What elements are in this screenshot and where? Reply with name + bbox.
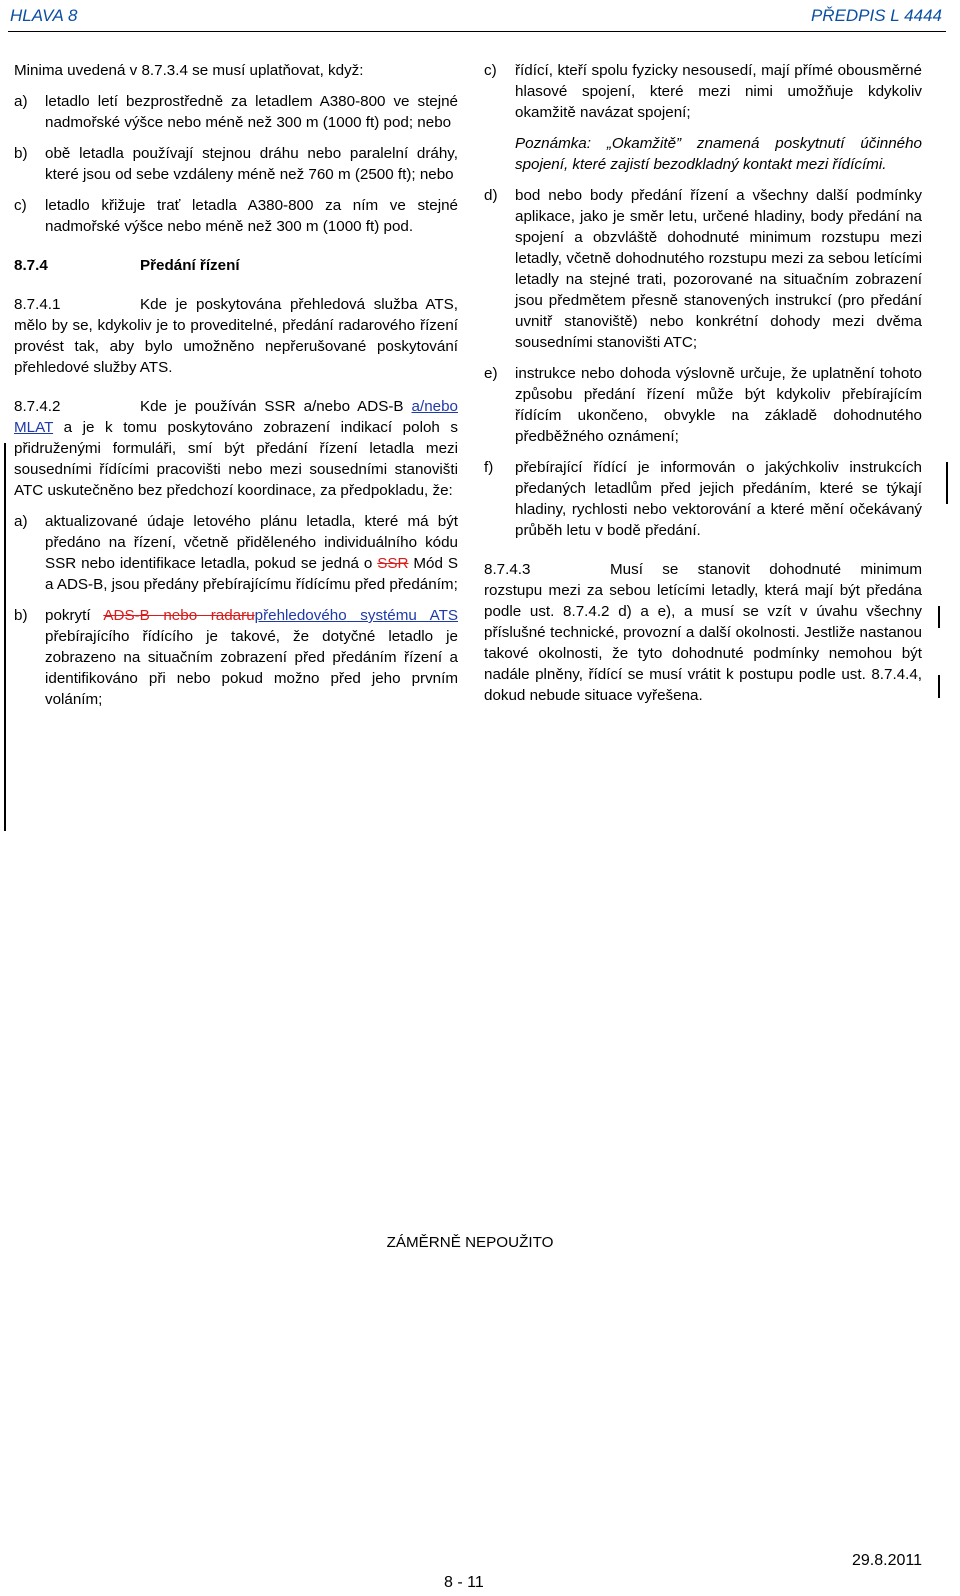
paragraph-8-7-4-2 (14, 396, 458, 501)
section-heading (14, 255, 458, 276)
paragraph-8-7-4-1 (14, 294, 458, 378)
note: Poznámka: „Okamžitě” znamená poskytnutí účinného spojení, které zajistí bezodkladný kontakt mezi řídícími. (515, 135, 922, 173)
condition-b-label: b) (14, 145, 28, 162)
condition-a (14, 91, 458, 133)
revision-bar-right-2 (938, 606, 940, 628)
paragraph-text: Kde je poskytována přehledová služba ATS, mělo by se, kdykoliv je to proveditelné, předání radarového řízení provést tak, aby bylo umožněno nepřerušované poskytování přehledové služby ATS. (14, 296, 458, 376)
item-d (484, 185, 922, 353)
paragraph-text: Musí se stanovit dohodnuté minimum rozstupu mezi za sebou letícími letadly, která mají být předána podle ust. 8.7.4.2 d) a e), a musí se vzít v úvahu všechny příslušné technické, provozní a další okolnosti. Jestliže nastanou takové okolnosti, že tyto dohodnuté podmínky nemohou být nadále plněny, řídící se musí vrátit k postupu podle ust. 8.7.4.4, dokud nebude situace vyřešena. (484, 561, 922, 704)
revision-bar-left (4, 443, 6, 831)
item-b-text-end: přebírajícího řídícího je takové, že dotyčné letadlo je zobrazeno na situačním zobrazení před předáním řízení a identifikováno při nebo pokud možno před jeho prvním voláním; (45, 628, 458, 708)
paragraph-number: 8.7.4.3 (484, 561, 531, 578)
inserted-text: přehledového systému ATS (254, 607, 458, 624)
item-c-text: řídící, kteří spolu fyzicky nesousedí, mají přímé obousměrné hlasové spojení, které mezi nimi umožňuje kdykoliv okamžitě navázat spojení; (515, 62, 922, 121)
inserted-text: a/nebo MLAT (14, 398, 458, 436)
item-e-text: instrukce nebo dohoda výslovně určuje, že uplatnění tohoto způsobu předání řízení může být kdykoliv přebírajícím řídícím ukončeno, obvykle na základě dohodnutého předběžného oznámení; (515, 365, 922, 445)
item-e-label: e) (484, 365, 498, 382)
item-d-text: bod nebo body předání řízení a všechny další podmínky aplikace, jako je směr letu, určené hladiny, body předání na spojení a obzvláště dohodnuté minimum rozstupu mezi letadly, včetně dohodnutého rozstupu mezi za sebou letícími letadly na stejné trati, pozorované na situačním zobrazení jsou předmětem přesně stanovených instrukcí (pro předání uvnitř stanoviště) nebo konkrétní dohody mezi dvěma sousedními stanovišti ATC; (515, 187, 922, 351)
paragraph-text: Kde je používán SSR a/nebo ADS-B (140, 398, 404, 415)
item-a-text: aktualizované údaje letového plánu letadla, které má být předáno na řízení, včetně přiděleného individuálního kódu SSR nebo identifikace letadla, pokud se jedná o (45, 513, 458, 572)
paragraph-8-7-4-3 (484, 559, 922, 706)
header-regulation: PŘEDPIS L 4444 (810, 6, 942, 25)
intentionally-blank-note: ZÁMĚRNĚ NEPOUŽITO (386, 1234, 554, 1251)
item-b-text: pokrytí (45, 607, 91, 624)
item-b-label: b) (14, 607, 28, 624)
section-title: Předání řízení (140, 257, 240, 274)
paragraph-text: a je k tomu poskytováno zobrazení indikací poloh s přidruženými formuláři, smí být předání řízení letadla mezi sousedními řídícími pracovišti nebo mezi sousedními stanovišti ATC uskutečněno bez předchozí koordinace, za předpokladu, že: (14, 419, 458, 499)
condition-a-text: letadlo letí bezprostředně za letadlem A380-800 ve stejné nadmořské výšce nebo méně než 300 m (1000 ft) pod; nebo (45, 93, 458, 131)
item-f (484, 457, 922, 541)
section-number: 8.7.4 (14, 257, 48, 274)
revision-bar-right-3 (938, 675, 940, 698)
intro-text: Minima uvedená v 8.7.3.4 se musí uplatňovat, když: (14, 62, 364, 79)
item-f-text: přebírající řídící je informován o jakýchkoliv instrukcích předaných letadlům před jejich předáním, které se týkají hladiny, rychlosti nebo vektorování a které mění očekávaný průběh letu v bodě předání. (515, 459, 922, 539)
paragraph-number: 8.7.4.1 (14, 296, 61, 313)
condition-c (14, 195, 458, 237)
item-c-label: c) (484, 62, 497, 79)
item-a-text-end: Mód S a ADS-B, jsou předány přebírajícímu řídícímu před předáním; (45, 555, 458, 593)
header-chapter: HLAVA 8 (10, 6, 78, 25)
condition-b-text: obě letadla používají stejnou dráhu nebo paralelní dráhy, které jsou od sebe vzdáleny méně než 760 m (2500 ft); nebo (45, 145, 458, 183)
left-column (14, 60, 458, 710)
condition-c-label: c) (14, 197, 27, 214)
item-b (14, 605, 458, 710)
deleted-text: SSR (377, 555, 409, 572)
right-column (484, 60, 922, 706)
condition-b (14, 143, 458, 185)
condition-c-text: letadlo křižuje trať letadla A380-800 za ním ve stejné nadmořské výšce nebo méně než 300 m (1000 ft) pod. (45, 197, 458, 235)
footer-date: 29.8.2011 (852, 1552, 922, 1569)
item-a (14, 511, 458, 595)
item-c (484, 60, 922, 123)
condition-a-label: a) (14, 93, 28, 110)
footer-page-number: 8 - 11 (444, 1574, 484, 1591)
header-rule (8, 31, 946, 32)
item-d-label: d) (484, 187, 498, 204)
deleted-text: ADS-B nebo radaru (103, 607, 255, 624)
item-a-label: a) (14, 513, 28, 530)
paragraph-number: 8.7.4.2 (14, 398, 61, 415)
item-e (484, 363, 922, 447)
revision-bar-right-1 (946, 462, 948, 504)
item-f-label: f) (484, 459, 494, 476)
